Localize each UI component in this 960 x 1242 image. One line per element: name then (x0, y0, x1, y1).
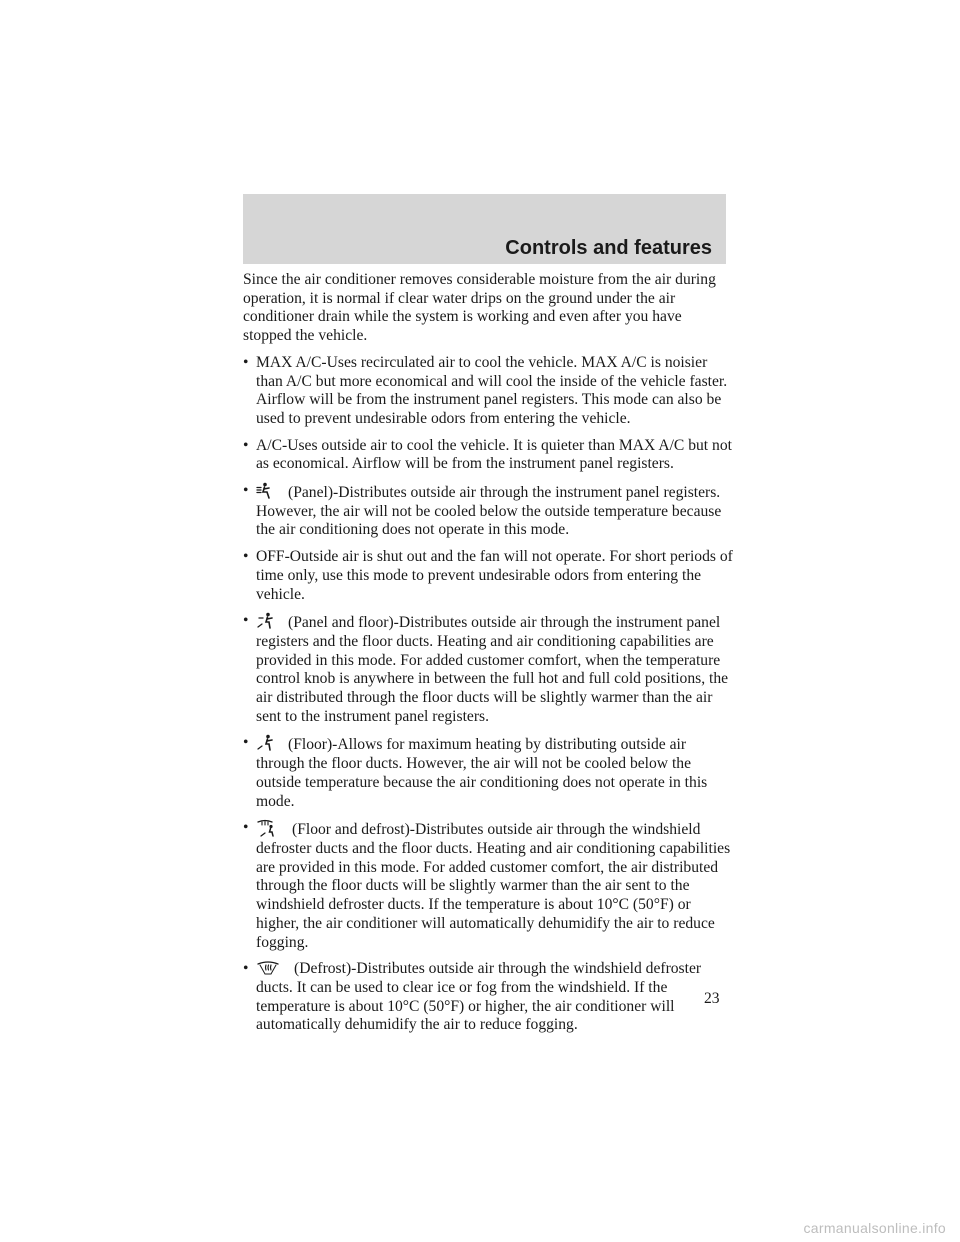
list-item-max-ac (243, 354, 733, 429)
climate-mode-list (243, 354, 733, 1035)
list-item-panel (243, 482, 733, 540)
page-number: 23 (704, 990, 720, 1007)
panel-floor-vent-icon (256, 612, 274, 630)
bullet: • (243, 482, 249, 500)
mode-description: (Panel and floor)-Distributes outside air through the instrument panel registers and the floor ducts. Heating and air conditioning capabilities are provided in this mode. For added customer comfort, when the temperature control knob is anywhere in between the full hot and full cold positions, the air distributed through the floor ducts will be slightly warmer than the air sent to the instrument panel registers. (256, 614, 729, 725)
bullet: • (243, 612, 249, 630)
floor-defrost-icon (256, 819, 278, 837)
panel-vent-icon (256, 482, 274, 500)
section-header-band (243, 194, 726, 264)
list-item-panel-floor (243, 612, 733, 726)
mode-description: OFF-Outside air is shut out and the fan will not operate. For short periods of time only, use this mode to prevent undesirable odors from entering the vehicle. (256, 548, 733, 603)
page-content (243, 271, 733, 1043)
mode-description: MAX A/C-Uses recirculated air to cool the vehicle. MAX A/C is noisier than A/C but more economical and will cool the inside of the vehicle faster. Airflow will be from the instrument panel registers. This mode can also be used to prevent undesirable odors from entering the vehicle. (256, 353, 728, 427)
watermark: carmanualsonline.info (803, 1220, 946, 1236)
mode-description: (Floor)-Allows for maximum heating by distributing outside air through the floor ducts. However, the air will not be cooled below the outside temperature because the air conditioning does not operate in this mode. (256, 736, 708, 810)
list-item-defrost (243, 960, 733, 1035)
bullet: • (243, 436, 249, 454)
bullet: • (243, 353, 249, 371)
list-item-floor-defrost (243, 819, 733, 952)
mode-description: A/C-Uses outside air to cool the vehicle. It is quieter than MAX A/C but not as economical. Airflow will be from the instrument panel registers. (256, 436, 732, 473)
intro-paragraph: Since the air conditioner removes considerable moisture from the air during operation, it is normal if clear water drips on the ground under the air conditioner drain while the system is working and even after you have stopped the vehicle. (243, 271, 716, 345)
list-item-floor (243, 734, 733, 811)
list-item-off (243, 548, 733, 604)
floor-vent-icon (256, 734, 274, 752)
bullet: • (243, 819, 249, 837)
section-title: Controls and features (505, 237, 712, 259)
bullet: • (243, 960, 249, 978)
mode-description: (Floor and defrost)-Distributes outside air through the windshield defroster ducts and the floor ducts. Heating and air conditioning capabilities are provided in this mode. For added customer comfort, the air distributed through the floor ducts will be slightly warmer than the air sent to the windshield defroster ducts. If the temperature is about 10°C (50°F) or higher, the air conditioner will automatically dehumidify the air to reduce fogging. (256, 821, 731, 951)
mode-description: (Defrost)-Distributes outside air through the windshield defroster ducts. It can be used to clear ice or fog from the windshield. If the temperature is about 10°C (50°F) or higher, the air conditioner will automatically dehumidify the air to reduce fogging. (256, 960, 702, 1034)
bullet: • (243, 548, 249, 566)
defrost-icon (256, 960, 280, 976)
list-item-ac (243, 437, 733, 474)
bullet: • (243, 734, 249, 752)
mode-description: (Panel)-Distributes outside air through the instrument panel registers. However, the air will not be cooled below the outside temperature because the air conditioning does not operate in this mode. (256, 484, 722, 539)
